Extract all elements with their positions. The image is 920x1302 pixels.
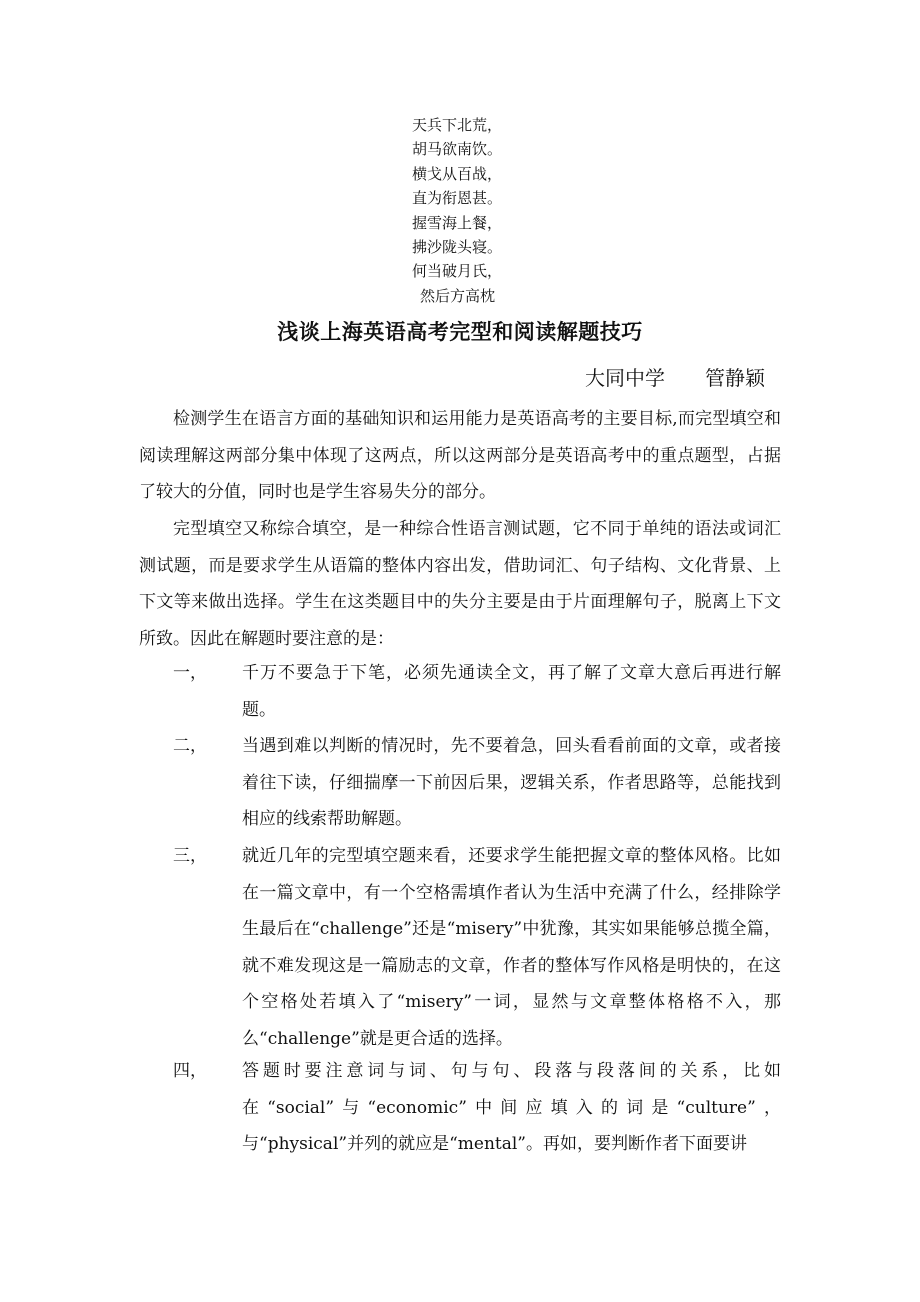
list-item — [139, 1053, 781, 1163]
list-item — [139, 728, 781, 838]
author-line — [585, 362, 765, 391]
list-item-number: 二， — [173, 736, 207, 756]
poem-line: 天兵下北荒， — [412, 116, 503, 134]
paragraph-cloze: 完型填空又称综合填空，是一种综合性语言测试题，它不同于单纯的语法或词汇测试题，而是要求学生从语篇的整体内容出发，借助词汇、句子结构、文化背景、上下文等来做出选择。学生在这类题目中的失分主要是由于片面理解句子，脱离上下文所致。因此在解题时要注意的是： — [139, 519, 781, 649]
list-item-text: 千万不要急于下笔，必须先通读全文，再了解了文章大意后再进行解题。 — [242, 663, 781, 720]
list-item-number: 三， — [173, 846, 207, 866]
poem-line: 握雪海上餐， — [412, 213, 503, 232]
article-title: 浅谈上海英语高考完型和阅读解题技巧 — [277, 320, 643, 344]
list-item-number: 一， — [173, 663, 207, 683]
poem-line: 横戈从百战， — [412, 164, 503, 183]
poem-line: 拂沙陇头寝。 — [412, 238, 503, 257]
poem-line: 然后方高枕 — [420, 286, 496, 305]
list-item — [139, 838, 781, 1058]
list-item-text: 答题时要注意词与词、句与句、段落与段落间的关系，比如在“social”与“economic”中间应填入的词是“culture”，与“physical”并列的就应是“mental”。再如，要判断作者下面要讲 — [242, 1061, 781, 1155]
author-name: 管静颖 — [705, 366, 765, 390]
list-item — [139, 655, 781, 728]
list-item-text: 就近几年的完型填空题来看，还要求学生能把握文章的整体风格。比如在一篇文章中，有一个空格需填作者认为生活中充满了什么，经排除学生最后在“challenge”还是“misery”中犹豫，其实如果能够总揽全篇，就不难发现这是一篇励志的文章，作者的整体写作风格是明快的，在这个空格处若填入了“misery”一词，显然与文章整体格格不入，那么“challenge”就是更合适的选择。 — [242, 846, 781, 1049]
paragraph-intro: 检测学生在语言方面的基础知识和运用能力是英语高考的主要目标,而完型填空和阅读理解这两部分集中体现了这两点，所以这两部分是英语高考中的重点题型，占据了较大的分值，同时也是学生容易失分的部分。 — [139, 409, 781, 503]
list-item-text: 当遇到难以判断的情况时，先不要着急，回头看看前面的文章，或者接着往下读，仔细揣摩一下前因后果，逻辑关系，作者思路等，总能找到相应的线索帮助解题。 — [242, 736, 781, 830]
poem-line: 何当破月氏， — [412, 262, 503, 281]
poem-line: 直为衔恩甚。 — [412, 189, 503, 208]
school-name: 大同中学 — [585, 366, 665, 390]
list-item-number: 四， — [173, 1061, 207, 1081]
poem-line: 胡马欲南饮。 — [412, 140, 503, 159]
poem — [412, 113, 552, 308]
